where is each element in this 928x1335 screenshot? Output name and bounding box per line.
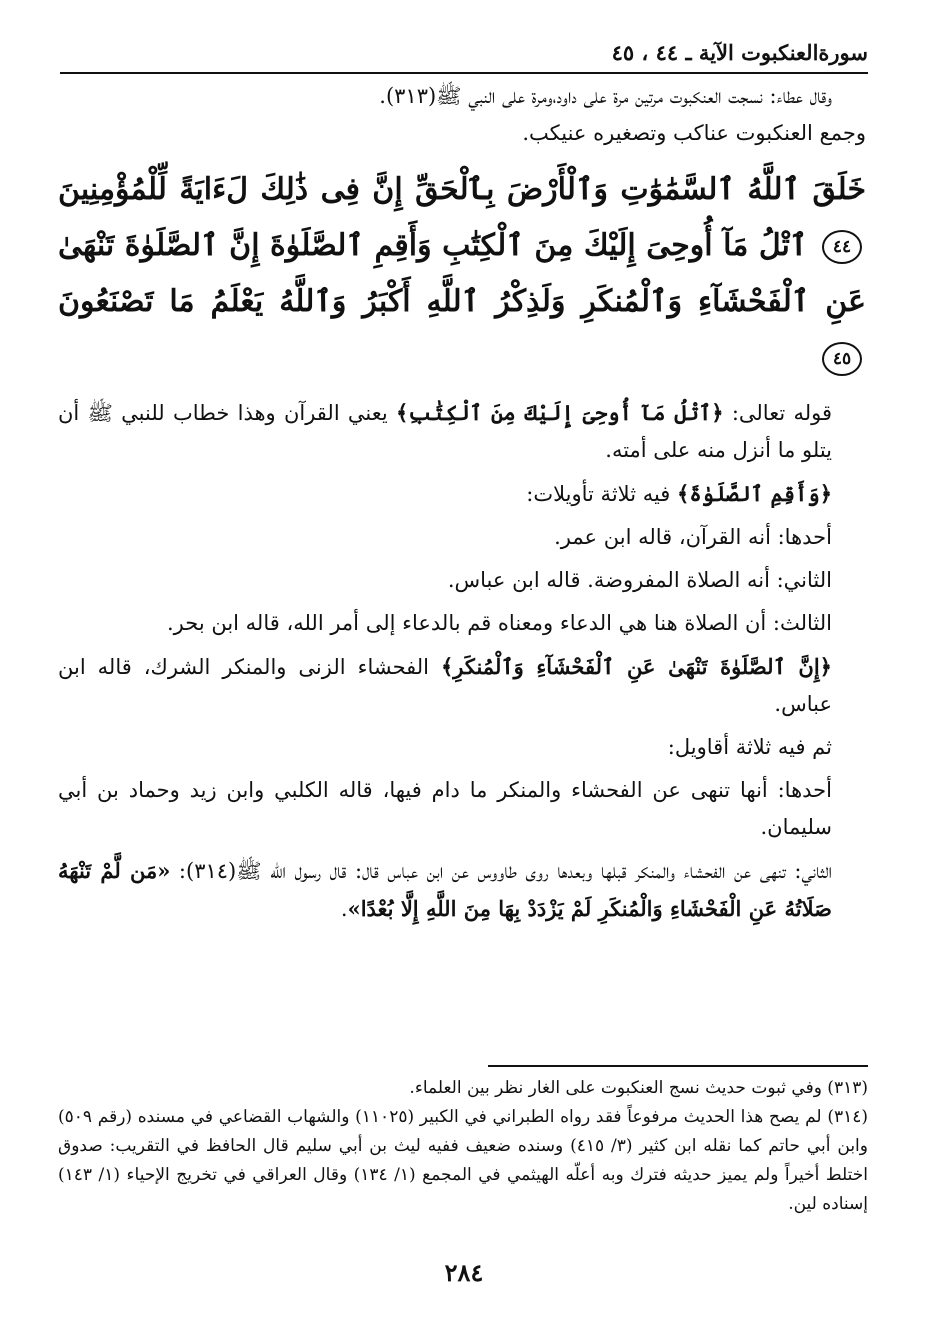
paragraph-second-saying — [58, 852, 866, 928]
running-header: سورةالعنكبوت الآية ـ ٤٤ ، ٤٥ — [611, 40, 868, 65]
text-rest: يعني القرآن وهذا خطاب للنبي ﷺ أن يتلو ما أنزل منه على أمته. — [58, 401, 832, 462]
main-text — [58, 78, 866, 928]
quran-quote: ﴿إِنَّ ٱلصَّلَوٰةَ تَنْهَىٰ عَنِ ٱلْفَحْشَآءِ وَٱلْمُنكَرِ﴾ — [440, 654, 832, 679]
quran-verses — [58, 162, 866, 386]
paragraph-third-view: الثالث: أن الصلاة هنا هي الدعاء ومعناه قم بالدعاء إلى أمر الله، قاله ابن بحر. — [167, 611, 832, 635]
paragraph-prayer — [58, 475, 866, 513]
text-main: الثاني: تنهى عن الفحشاء والمنكر قبلها وبعدها روى طاووس عن ابن عباس قال: قال رسول الله ﷺ(٣١٤): — [170, 859, 832, 883]
quran-quote: ﴿وَأَقِمِ ٱلصَّلَوٰةَ﴾ — [677, 481, 832, 506]
footnotes — [58, 1074, 868, 1219]
hadith-quote: «مَن لَّمْ تَنْهَهُ صَلَاتُهُ عَنِ الْفَحْشَاءِ وَالْمُنكَرِ لَمْ يَزْدَدْ بِهَا مِنَ اللَّهِ إِلَّا بُعْدًا» — [58, 858, 832, 921]
page-number: ٢٨٤ — [444, 1258, 484, 1287]
paragraph-first-saying: أحدها: أنها تنهى عن الفحشاء والمنكر ما دام فيها، قاله الكلبي وابن زيد وحماد بن أبي سليمان. — [58, 778, 832, 839]
ayah-number-45: ٤٥ — [822, 342, 862, 376]
footnote-313: (٣١٣) وفي ثبوت حديث نسج العنكبوت على الغار نظر بين العلماء. — [409, 1078, 868, 1098]
text-end: . — [340, 897, 348, 921]
paragraph-ata: وقال عطاء: نسجت العنكبوت مرتين مرة على داود،ومرة على النبي ﷺ(٣١٣). — [379, 84, 832, 108]
quran-verse-44: خَلَقَ ٱللَّهُ ٱلسَّمَٰوَٰتِ وَٱلْأَرْضَ بِٱلْحَقِّ إِنَّ فِى ذَٰلِكَ لَءَايَةً لِّلْمُؤْمِنِينَ — [58, 172, 866, 207]
paragraph-plural: وجمع العنكبوت عناكب وتصغيره عنيكب. — [522, 121, 866, 145]
paragraph-first-view: أحدها: أنه القرآن، قاله ابن عمر. — [554, 525, 832, 549]
footnote-divider — [488, 1065, 868, 1067]
header-divider — [60, 72, 868, 74]
paragraph-three-sayings: ثم فيه ثلاثة أقاويل: — [667, 735, 832, 759]
text-rest: الفحشاء الزنى والمنكر الشرك، قاله ابن عباس. — [58, 655, 832, 716]
footnote-314: (٣١٤) لم يصح هذا الحديث مرفوعاً فقد رواه الطبراني في الكبير (١١٠٢٥) والشهاب القضاعي في مسنده (رقم ٥٠٩) وابن أبي حاتم كما نقله ابن كثير (٣/ ٤١٥) وسنده ضعيف ففيه ليث بن أبي سليم قال الحافظ في التقريب: صدوق اختلط أخيراً ولم يميز حديثه فترك وبه أعلّه الهيثمي في المجمع (١/ ١٣٤) وقال العراقي في تخريج الإحياء (١/ ١٤٣) إسناده لين. — [58, 1107, 868, 1214]
paragraph-second-view: الثاني: أنه الصلاة المفروضة. قاله ابن عباس. — [447, 568, 832, 592]
paragraph-recite — [58, 394, 866, 469]
text-prefix: قوله تعالى: — [723, 401, 832, 425]
text-rest: فيه ثلاثة تأويلات: — [526, 482, 678, 506]
quran-quote: ﴿ٱتْلُ مَآ أُوحِىَ إِلَيْكَ مِنَ ٱلْكِتَٰبِ﴾ — [396, 400, 724, 425]
quran-verse-45: ٱتْلُ مَآ أُوحِىَ إِلَيْكَ مِنَ ٱلْكِتَٰبِ وَأَقِمِ ٱلصَّلَوٰةَ إِنَّ ٱلصَّلَوٰةَ تَنْهَىٰ عَنِ ٱلْفَحْشَآءِ وَٱلْمُنكَرِ وَلَذِكْرُ ٱللَّهِ أَكْبَرُ وَٱللَّهُ يَعْلَمُ مَا تَصْنَعُونَ — [58, 228, 866, 319]
paragraph-prayer-forbids — [58, 648, 866, 723]
ayah-number-44: ٤٤ — [822, 230, 862, 264]
